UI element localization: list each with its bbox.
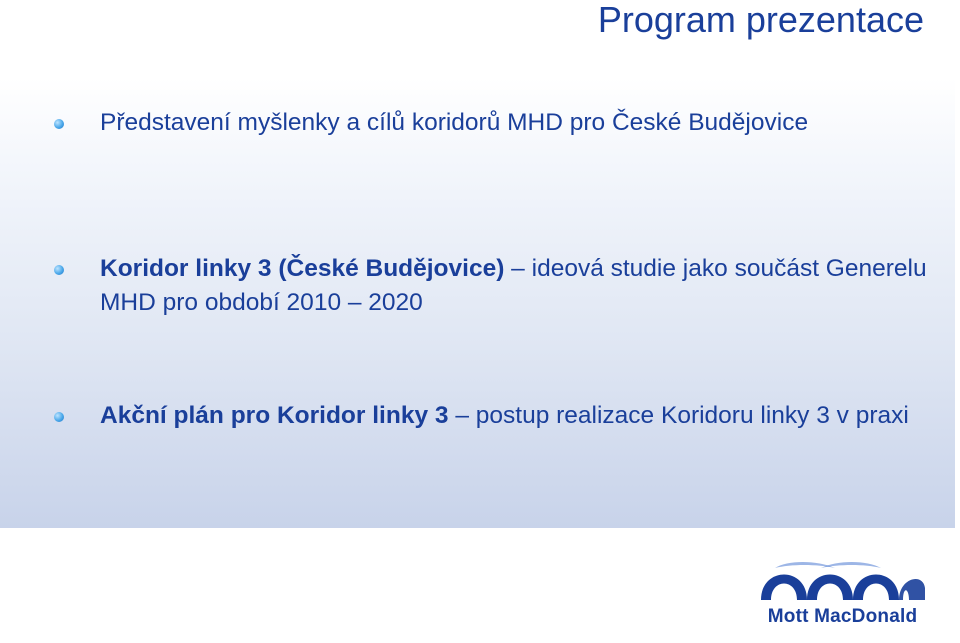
company-logo [755,558,930,633]
slide-title: Program prezentace [597,0,924,40]
content-panel [0,78,955,528]
bullet-separator: – [448,402,476,429]
bullet-item-3 [100,399,930,433]
bullet-dot-icon [54,265,64,275]
bullet-bold-text: Koridor linky 3 (České Budějovice) [100,255,505,282]
bullet-bold-text: Akční plán pro Koridor linky 3 [100,402,449,429]
bullet-item-2 [100,252,930,320]
bullet-text: ideová studie jako součást Generelu MHD pro období 2010 – 2020 [100,255,927,316]
logo-arches-icon [757,558,927,602]
bullet-dot-icon [54,119,64,129]
bullet-separator: – [504,255,532,282]
bullet-item-1 [100,106,930,140]
logo-text: Mott MacDonald [767,606,918,627]
bullet-text: Představení myšlenky a cílů koridorů MHD pro České Budějovice [100,109,809,136]
bullet-text: postup realizace Koridoru linky 3 v praxi [475,402,909,429]
bullet-dot-icon [54,412,64,422]
